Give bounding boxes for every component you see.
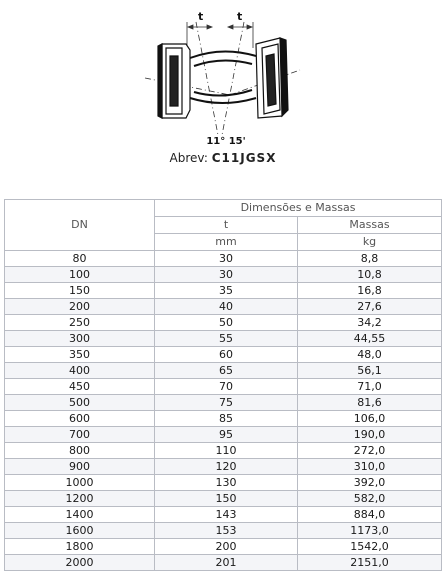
cell-dn: 100: [5, 267, 155, 283]
cell-massa: 190,0: [298, 427, 442, 443]
cell-dn: 600: [5, 411, 155, 427]
table-row: [5, 283, 442, 299]
cell-dn: 350: [5, 347, 155, 363]
header-dn: DN: [5, 200, 155, 251]
cell-massa: 56,1: [298, 363, 442, 379]
t-label-left: t: [198, 10, 204, 23]
cell-massa: 884,0: [298, 507, 442, 523]
cell-dn: 1000: [5, 475, 155, 491]
cell-dn: 150: [5, 283, 155, 299]
table-row: [5, 491, 442, 507]
cell-t: 75: [155, 395, 298, 411]
header-massas: Massas: [298, 217, 442, 234]
cell-dn: 300: [5, 331, 155, 347]
table-row: [5, 331, 442, 347]
cell-massa: 8,8: [298, 251, 442, 267]
cell-t: 70: [155, 379, 298, 395]
cell-t: 30: [155, 267, 298, 283]
cell-t: 201: [155, 555, 298, 571]
cell-dn: 1600: [5, 523, 155, 539]
table-row: [5, 363, 442, 379]
cell-massa: 1542,0: [298, 539, 442, 555]
cell-massa: 272,0: [298, 443, 442, 459]
table-row: [5, 267, 442, 283]
table-row: [5, 427, 442, 443]
fitting-drawing: [0, 0, 446, 190]
table-row: [5, 459, 442, 475]
table-row: [5, 443, 442, 459]
cell-massa: 27,6: [298, 299, 442, 315]
cell-t: 65: [155, 363, 298, 379]
cell-dn: 2000: [5, 555, 155, 571]
cell-t: 85: [155, 411, 298, 427]
cell-t: 153: [155, 523, 298, 539]
cell-massa: 48,0: [298, 347, 442, 363]
cell-dn: 1200: [5, 491, 155, 507]
table-row: [5, 475, 442, 491]
cell-massa: 582,0: [298, 491, 442, 507]
table-row: [5, 523, 442, 539]
cell-massa: 2151,0: [298, 555, 442, 571]
cell-dn: 1800: [5, 539, 155, 555]
cell-t: 55: [155, 331, 298, 347]
cell-t: 110: [155, 443, 298, 459]
abbreviation-label: Abrev:: [169, 151, 208, 165]
cell-t: 95: [155, 427, 298, 443]
cell-massa: 310,0: [298, 459, 442, 475]
table-row: [5, 507, 442, 523]
cell-dn: 900: [5, 459, 155, 475]
cell-dn: 500: [5, 395, 155, 411]
cell-dn: 250: [5, 315, 155, 331]
table-row: [5, 395, 442, 411]
cell-massa: 81,6: [298, 395, 442, 411]
cell-t: 30: [155, 251, 298, 267]
bend-fitting-svg: [0, 0, 446, 150]
cell-t: 200: [155, 539, 298, 555]
cell-dn: 1400: [5, 507, 155, 523]
abbreviation-code: C11JGSX: [211, 151, 277, 165]
table-row: [5, 555, 442, 571]
cell-massa: 10,8: [298, 267, 442, 283]
cell-t: 40: [155, 299, 298, 315]
unit-massas: kg: [298, 234, 442, 251]
cell-massa: 34,2: [298, 315, 442, 331]
cell-dn: 200: [5, 299, 155, 315]
cell-t: 120: [155, 459, 298, 475]
cell-dn: 800: [5, 443, 155, 459]
dimensions-table: [4, 199, 442, 571]
cell-dn: 400: [5, 363, 155, 379]
table-body: [5, 251, 442, 571]
cell-massa: 44,55: [298, 331, 442, 347]
cell-dn: 80: [5, 251, 155, 267]
table-row: [5, 347, 442, 363]
cell-t: 143: [155, 507, 298, 523]
cell-massa: 16,8: [298, 283, 442, 299]
cell-massa: 1173,0: [298, 523, 442, 539]
cell-massa: 71,0: [298, 379, 442, 395]
cell-dn: 450: [5, 379, 155, 395]
cell-dn: 700: [5, 427, 155, 443]
cell-massa: 392,0: [298, 475, 442, 491]
cell-t: 130: [155, 475, 298, 491]
cell-t: 50: [155, 315, 298, 331]
header-t: t: [155, 217, 298, 234]
cell-t: 150: [155, 491, 298, 507]
cell-massa: 106,0: [298, 411, 442, 427]
table-row: [5, 539, 442, 555]
abbreviation-line: [0, 151, 446, 165]
unit-t: mm: [155, 234, 298, 251]
table-row: [5, 299, 442, 315]
table-row: [5, 379, 442, 395]
table-row: [5, 411, 442, 427]
table-row: [5, 315, 442, 331]
cell-t: 60: [155, 347, 298, 363]
angle-label: 11° 15': [206, 136, 246, 147]
header-dimensions-group: Dimensões e Massas: [155, 200, 442, 217]
t-label-right: t: [237, 10, 243, 23]
table-row: [5, 251, 442, 267]
cell-t: 35: [155, 283, 298, 299]
